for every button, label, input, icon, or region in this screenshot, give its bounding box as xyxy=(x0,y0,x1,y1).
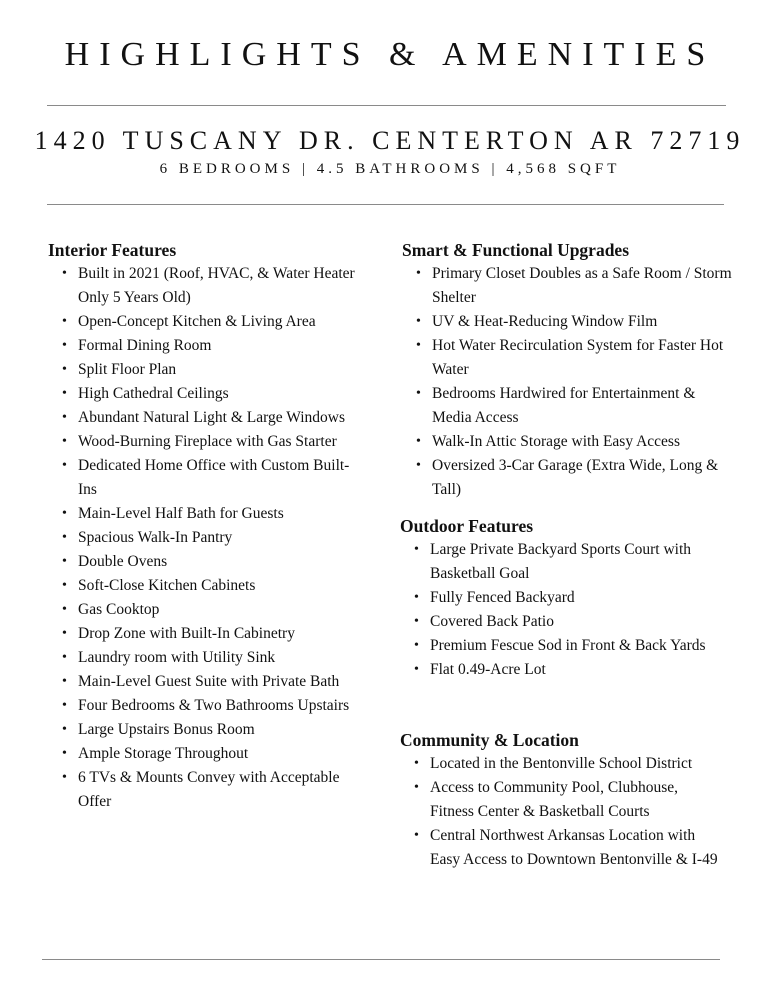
list-item: • Premium Fescue Sod in Front & Back Yards xyxy=(400,634,730,658)
list-item: • Spacious Walk-In Pantry xyxy=(48,526,368,550)
list-item: • Drop Zone with Built-In Cabinetry xyxy=(48,622,368,646)
smart-upgrades-section xyxy=(402,238,732,502)
list-item: • Gas Cooktop xyxy=(48,598,368,622)
page-title: HIGHLIGHTS & AMENITIES xyxy=(64,36,716,73)
list-item: • Abundant Natural Light & Large Windows xyxy=(48,406,368,430)
list-item: • Flat 0.49-Acre Lot xyxy=(400,658,730,682)
list-item: • Primary Closet Doubles as a Safe Room / Storm Shelter xyxy=(402,262,732,310)
list-item: • Open-Concept Kitchen & Living Area xyxy=(48,310,368,334)
list-item: • Built in 2021 (Roof, HVAC, & Water Heater Only 5 Years Old) xyxy=(48,262,368,310)
list-item: • Access to Community Pool, Clubhouse, Fitness Center & Basketball Courts xyxy=(400,776,720,824)
list-item: • Large Private Backyard Sports Court with Basketball Goal xyxy=(400,538,730,586)
list-item: • Four Bedrooms & Two Bathrooms Upstairs xyxy=(48,694,368,718)
property-specs: 6 BEDROOMS | 4.5 BATHROOMS | 4,568 SQFT xyxy=(159,161,621,177)
list-item: • 6 TVs & Mounts Convey with Acceptable Offer xyxy=(48,766,368,814)
list-item: • Oversized 3-Car Garage (Extra Wide, Long & Tall) xyxy=(402,454,732,502)
interior-features-heading: Interior Features xyxy=(48,240,177,260)
list-item: • Covered Back Patio xyxy=(400,610,730,634)
interior-features-section xyxy=(48,238,368,814)
header-divider xyxy=(47,204,724,205)
list-item: • Fully Fenced Backyard xyxy=(400,586,730,610)
list-item: • UV & Heat-Reducing Window Film xyxy=(402,310,732,334)
list-item: • Central Northwest Arkansas Location with Easy Access to Downtown Bentonville & I-49 xyxy=(400,824,720,872)
list-item: • Soft-Close Kitchen Cabinets xyxy=(48,574,368,598)
list-item: • High Cathedral Ceilings xyxy=(48,382,368,406)
outdoor-features-heading: Outdoor Features xyxy=(400,516,534,536)
list-item: • Split Floor Plan xyxy=(48,358,368,382)
outdoor-features-list xyxy=(400,538,730,682)
smart-upgrades-list xyxy=(402,262,732,502)
bottom-divider xyxy=(42,959,720,960)
list-item: • Walk-In Attic Storage with Easy Access xyxy=(402,430,732,454)
list-item: • Hot Water Recirculation System for Faster Hot Water xyxy=(402,334,732,382)
list-item: • Large Upstairs Bonus Room xyxy=(48,718,368,742)
list-item: • Ample Storage Throughout xyxy=(48,742,368,766)
list-item: • Main-Level Half Bath for Guests xyxy=(48,502,368,526)
list-item: • Dedicated Home Office with Custom Built-Ins xyxy=(48,454,368,502)
list-item: • Located in the Bentonville School District xyxy=(400,752,720,776)
list-item: • Double Ovens xyxy=(48,550,368,574)
top-divider xyxy=(47,105,726,106)
property-address: 1420 TUSCANY DR. CENTERTON AR 72719 xyxy=(34,126,746,155)
outdoor-features-section xyxy=(400,514,730,682)
interior-features-list xyxy=(48,262,368,814)
community-location-heading: Community & Location xyxy=(400,730,579,750)
community-location-list xyxy=(400,752,720,872)
list-item: • Wood-Burning Fireplace with Gas Starter xyxy=(48,430,368,454)
list-item: • Bedrooms Hardwired for Entertainment & Media Access xyxy=(402,382,732,430)
list-item: • Laundry room with Utility Sink xyxy=(48,646,368,670)
list-item: • Main-Level Guest Suite with Private Bath xyxy=(48,670,368,694)
community-location-section xyxy=(400,728,720,872)
list-item: • Formal Dining Room xyxy=(48,334,368,358)
smart-upgrades-heading: Smart & Functional Upgrades xyxy=(402,240,630,260)
